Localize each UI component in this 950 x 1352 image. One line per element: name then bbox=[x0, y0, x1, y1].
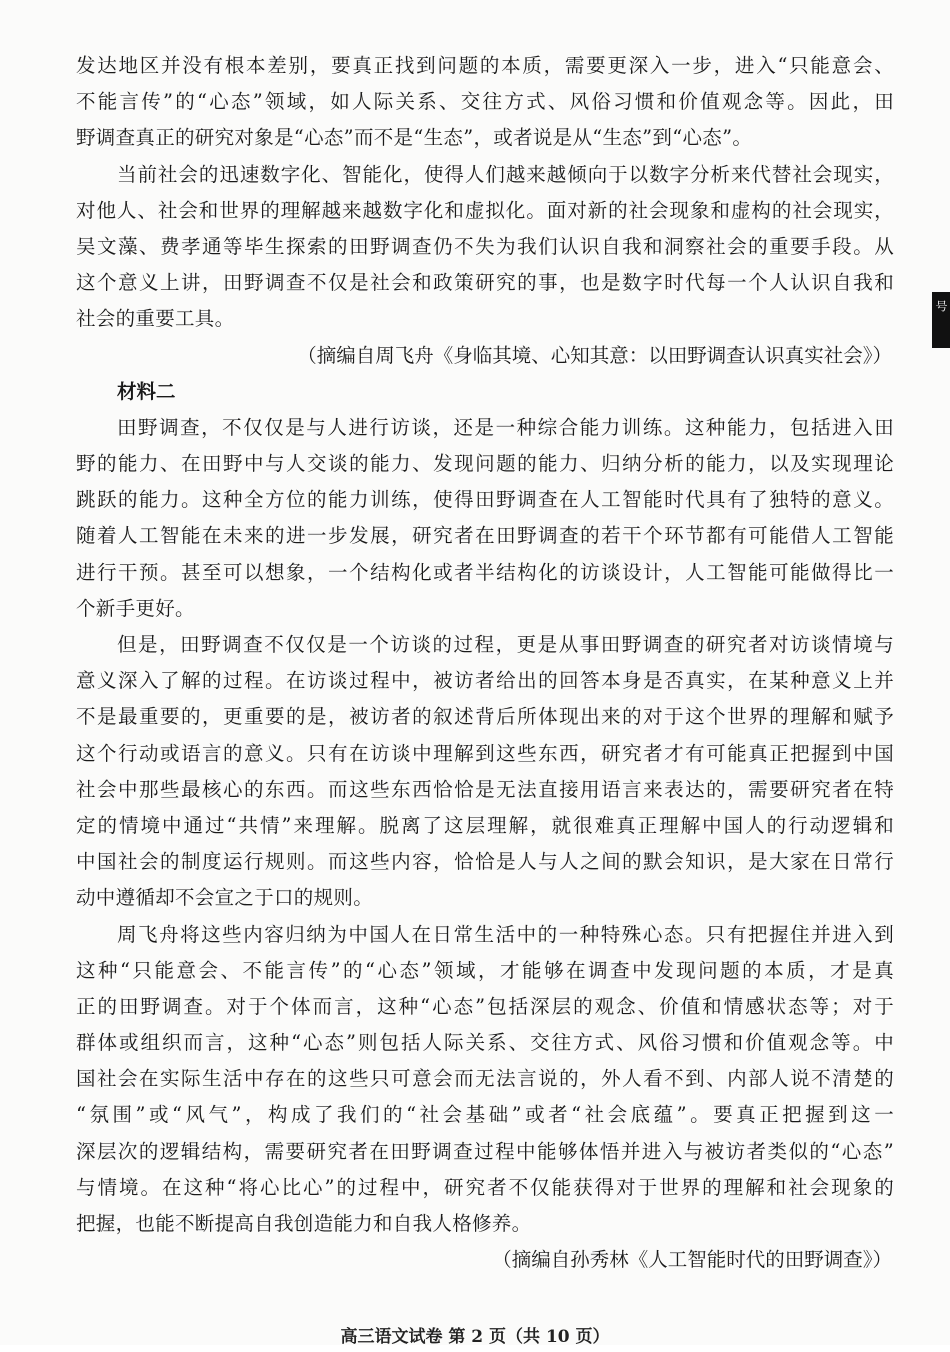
text-line: 对他人、社会和世界的理解越来越数字化和虚拟化。面对新的社会现象和虚构的社会现实， bbox=[76, 198, 894, 222]
material2-paragraph-2 bbox=[76, 627, 894, 917]
material2-paragraph-1 bbox=[76, 410, 894, 627]
text-line: 社会的重要工具。 bbox=[76, 307, 235, 331]
page-footer: 高三语文试卷 第 2 页（共 10 页） bbox=[340, 1327, 610, 1347]
text-line: 这个意义上讲，田野调查不仅是社会和政策研究的事，也是数字时代每一个人认识自我和 bbox=[76, 271, 894, 295]
text-line: 群体或组织而言，这种“心态”则包括人际关系、交往方式、风俗习惯和价值观念等。中 bbox=[76, 1031, 894, 1055]
text-line: 社会中那些最核心的东西。而这些东西恰恰是无法直接用语言来表达的，需要研究者在特 bbox=[76, 777, 894, 801]
text-line: 把握，也能不断提高自我创造能力和自我人格修养。 bbox=[76, 1212, 532, 1235]
binding-tab-label: 号 bbox=[934, 300, 948, 312]
text-line: 不是最重要的，更重要的是，被访者的叙述背后所体现出来的对于这个世界的理解和赋予 bbox=[76, 705, 894, 729]
text-line: 定的情境中通过“共情”来理解。脱离了这层理解，就很难真正理解中国人的行动逻辑和 bbox=[76, 813, 894, 837]
material1-paragraph-2 bbox=[76, 157, 894, 338]
material1-paragraph-1 bbox=[76, 48, 894, 157]
text-line: 正的田野调查。对于个体而言，这种“心态”包括深层的观念、价值和情感状态等；对于 bbox=[76, 994, 894, 1018]
text-line: 这种“只能意会、不能言传”的“心态”领域，才能够在调查中发现问题的本质，才是真 bbox=[76, 958, 894, 982]
text-line: 田野调查，不仅仅是与人进行访谈，还是一种综合能力训练。这种能力，包括进入田 bbox=[117, 415, 894, 439]
text-line: 但是，田野调查不仅仅是一个访谈的过程，更是从事田野调查的研究者对访谈情境与 bbox=[117, 633, 894, 656]
text-line: “氛围”或“风气”，构成了我们的“社会基础”或者“社会底蕴”。要真正把握到这一 bbox=[76, 1103, 894, 1127]
text-line: 中国社会的制度运行规则。而这些内容，恰恰是人与人之间的默会知识，是大家在日常行 bbox=[76, 850, 894, 874]
text-line: 野调查真正的研究对象是“心态”而不是“生态”，或者说是从“生态”到“心态”。 bbox=[76, 126, 753, 150]
material2-heading: 材料二 bbox=[117, 379, 176, 403]
document-body bbox=[76, 48, 894, 1278]
text-line: 野的能力、在田野中与人交谈的能力、发现问题的能力、归纳分析的能力，以及实现理论 bbox=[76, 452, 894, 476]
text-line: 深层次的逻辑结构，需要研究者在田野调查过程中能够体悟并进入与被访者类似的“心态” bbox=[76, 1139, 894, 1163]
text-line: 动中遵循却不会宣之于口的规则。 bbox=[76, 886, 374, 910]
text-line: 这个行动或语言的意义。只有在访谈中理解到这些东西，研究者才有可能真正把握到中国 bbox=[76, 741, 894, 765]
text-line: 意义深入了解的过程。在访谈过程中，被访者给出的回答本身是否真实，在某种意义上并 bbox=[76, 669, 894, 693]
text-line: 国社会在实际生活中存在的这些只可意会而无法言说的，外人看不到、内部人说不清楚的 bbox=[76, 1067, 894, 1091]
text-line: 与情境。在这种“将心比心”的过程中，研究者不仅能获得对于世界的理解和社会现象的 bbox=[76, 1175, 894, 1199]
text-line: 发达地区并没有根本差别，要真正找到问题的本质，需要更深入一步，进入“只能意会、 bbox=[76, 54, 894, 77]
material2-paragraph-3 bbox=[76, 917, 894, 1243]
text-line: 吴文藻、费孝通等毕生探索的田野调查仍不失为我们认识自我和洞察社会的重要手段。从 bbox=[76, 234, 894, 258]
text-line: 进行干预。甚至可以想象，一个结构化或者半结构化的访谈设计，人工智能可能做得比一 bbox=[76, 560, 894, 584]
text-line: 当前社会的迅速数字化、智能化，使得人们越来越倾向于以数字分析来代替社会现实， bbox=[117, 162, 894, 186]
text-line: 不能言传”的“心态”领域，如人际关系、交往方式、风俗习惯和价值观念等。因此，田 bbox=[76, 90, 894, 114]
material2-source: （摘编自孙秀林《人工智能时代的田野调查》） bbox=[492, 1248, 892, 1272]
text-line: 跳跃的能力。这种全方位的能力训练，使得田野调查在人工智能时代具有了独特的意义。 bbox=[76, 488, 894, 512]
text-line: 周飞舟将这些内容归纳为中国人在日常生活中的一种特殊心态。只有把握住并进入到 bbox=[117, 922, 894, 946]
material1-source: （摘编自周飞舟《身临其境、心知其意：以田野调查认识真实社会》） bbox=[297, 343, 892, 367]
text-line: 随着人工智能在未来的进一步发展，研究者在田野调查的若干个环节都有可能借人工智能 bbox=[76, 524, 894, 548]
text-line: 个新手更好。 bbox=[76, 596, 195, 620]
